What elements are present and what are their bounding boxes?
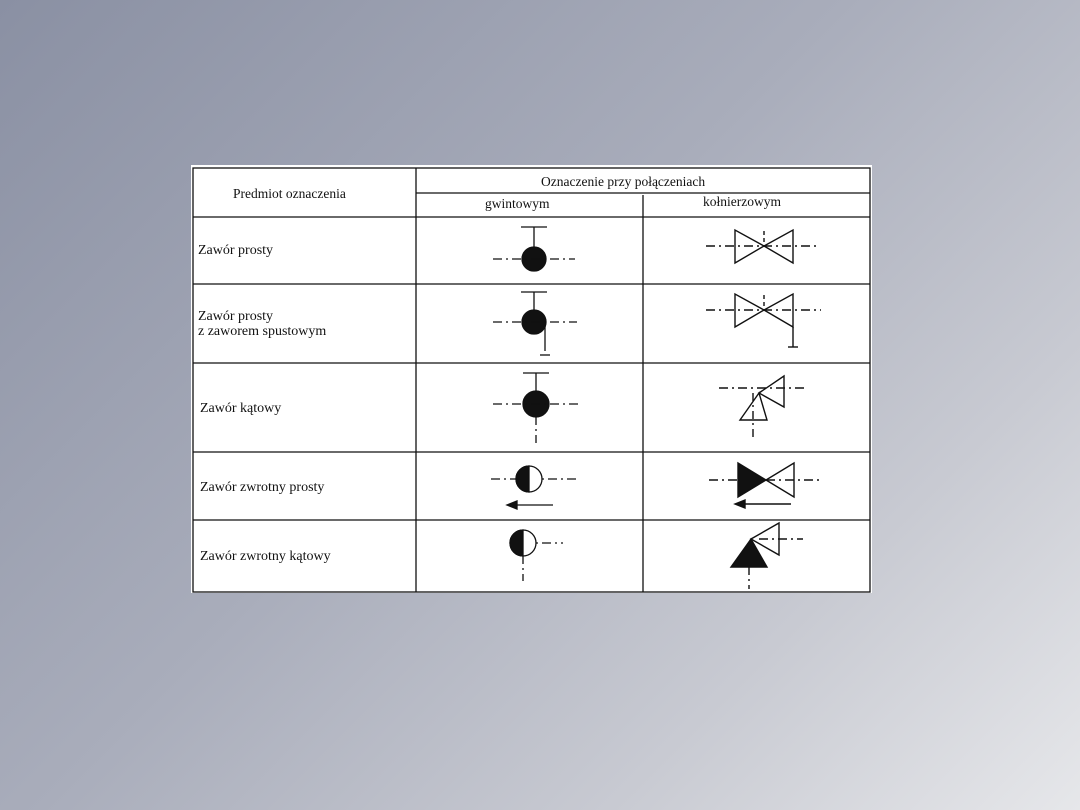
check-valve-flanged-icon — [709, 463, 819, 508]
globe-valve-flanged-icon — [706, 230, 818, 263]
angle-valve-flanged-icon — [719, 376, 808, 440]
row-label-globe-valve-drain-line2: z zaworem spustowym — [198, 324, 327, 339]
valve-symbols-table — [191, 165, 872, 593]
row-label-check-valve: Zawór zwrotny prosty — [200, 480, 325, 495]
angle-check-valve-threaded-icon — [510, 530, 563, 581]
subject-column-header: Predmiot oznaczenia — [233, 186, 346, 201]
angle-check-valve-flanged-icon — [731, 523, 803, 589]
threaded-column-header: gwintowym — [485, 196, 550, 211]
table-drawing — [191, 165, 872, 593]
row-label-globe-valve: Zawór prosty — [198, 243, 274, 258]
row-label-angle-check-valve: Zawór zwrotny kątowy — [200, 549, 331, 564]
flanged-column-header: kołnierzowym — [703, 194, 781, 209]
globe-valve-drain-flanged-icon — [706, 294, 821, 347]
row-label-globe-valve-drain-line1: Zawór prosty — [198, 309, 274, 324]
globe-valve-drain-threaded-icon — [493, 292, 577, 355]
globe-valve-threaded-icon — [493, 227, 575, 271]
angle-valve-threaded-icon — [493, 373, 579, 447]
designation-column-header: Oznaczenie przy połączeniach — [541, 174, 706, 189]
check-valve-threaded-icon — [491, 466, 579, 509]
row-label-angle-valve: Zawór kątowy — [200, 401, 282, 416]
